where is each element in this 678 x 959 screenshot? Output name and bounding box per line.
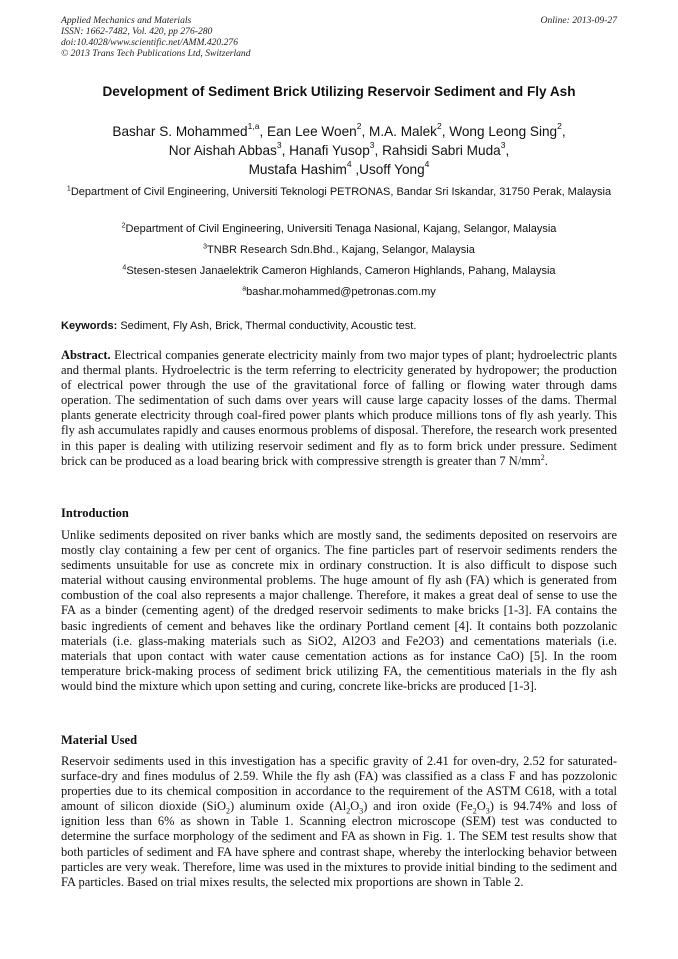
- affiliation-sup: a: [242, 285, 247, 293]
- affiliation: [60, 264, 618, 279]
- abstract-unit-sup: 2: [540, 452, 545, 462]
- subscript: 2: [472, 806, 477, 816]
- affiliation: [60, 222, 618, 237]
- affiliation-sup: 1: [66, 185, 71, 193]
- affiliation-text: TNBR Research Sdn.Bhd., Kajang, Selangor, Malaysia: [207, 244, 475, 256]
- author-list: Bashar S. Mohammed$^{1,a}$, Ean Lee Woen$^2$, M.A. Malek$^2$, Wong Leong Sing$^2$, Nor Aishah Abbas$^3$, Hanafi Yusop$^3$, Rahsidi Sabri Muda$^3$, Mustafa Hashim$^4$ ,Usoff Yong$^4$: [112, 121, 566, 177]
- material-text: ) is 94.74% and loss of ignition less than 6% as shown in Table 1. Scanning electron microscope (SEM) test was conducted to determine the surface morphology of the sediment and FA as shown in Fig. 1. The SEM test results show that both particles of sediment and FA have sphere and contrast shape, whereby the interlocking behavior between particles are very weak. Therefore, lime was used in the mixtures to provide initial binding to the sediment and FA particles. Based on trial mixes results, the selected mix proportions are shown in Table 2.: [61, 799, 617, 889]
- keywords: [61, 319, 617, 333]
- issn: ISSN: 1662-7482, Vol. 420, pp 276-280: [61, 26, 213, 37]
- author: Rahsidi Sabri Muda: [382, 143, 501, 158]
- material-text: ) and iron oxide (Fe: [363, 799, 473, 814]
- affiliation-sup: 4: [122, 264, 127, 272]
- journal-header: [61, 15, 617, 59]
- author-sup: 3: [276, 140, 282, 151]
- author-sup: 3: [369, 140, 375, 151]
- abstract-end: .: [544, 453, 548, 468]
- affiliation-sup: 3: [203, 243, 208, 251]
- subscript: 2: [346, 806, 351, 816]
- material-text: Reservoir sediments used in this investigation has a specific gravity of 2.41 for oven-dry, 2.52 for saturated-surface-dry and fines modulus of 2.59. While the fly ash (FA) was classified as a class F and has pozzolonic properties due to its chemical composition in accordance to the requirement of the ASTM C618, with a total amount of silicon dioxide (SiO: [61, 754, 617, 814]
- affiliation-text: Department of Civil Engineering, Universiti Tenaga Nasional, Kajang, Selangor, Malaysia: [125, 223, 557, 235]
- affiliation-text: Stesen-stesen Janaelektrik Cameron Highlands, Cameron Highlands, Pahang, Malaysia: [126, 265, 556, 277]
- doi[interactable]: doi:10.4028/www.scientific.net/AMM.420.276: [61, 37, 239, 48]
- keywords-label: Keywords:: [61, 320, 118, 332]
- author: Wong Leong Sing: [449, 124, 558, 139]
- author-sup: 4: [346, 159, 352, 170]
- abstract-text: Electrical companies generate electricity mainly from two major types of plant; hydroelectric plants and thermal plants. Hydroelectric is the term referring to electricity generated by hydropower; the production of electrical power through the use of the gravitational force of falling or flowing water through dams operation. The sedimentation of such dams over years will cause large capacity losses of the dams. Thermal plants generate electricity through coal-fired power plants which produce millions tons of fly ash yearly. This fly ash accumulates rapidly and causes enormous problems of disposal. Therefore, the research work presented in this paper is dealing with utilizing reservoir sediment and fly as to form brick under pressure. Sediment brick can be produced as a load bearing brick with compressive strength is greater than 7 N/mm: [61, 348, 618, 468]
- material-text: O: [350, 799, 360, 814]
- online-date: Online: 2013-09-27: [540, 15, 617, 26]
- abstract: [61, 348, 617, 469]
- affiliation-text: Department of Civil Engineering, Universiti Teknologi PETRONAS, Bandar Sri Iskandar, 31750 Perak, Malaysia: [70, 186, 612, 198]
- subscript: 3: [485, 806, 490, 816]
- author-sup: 1,a: [247, 121, 260, 132]
- material-paragraph: [61, 754, 617, 890]
- material-text: ) aluminum oxide (Al: [229, 799, 347, 814]
- affiliation-sup: 2: [121, 222, 126, 230]
- author: Bashar S. Mohammed: [112, 124, 248, 139]
- section-heading-introduction: Introduction: [61, 506, 129, 520]
- author: Hanafi Yusop: [289, 143, 370, 158]
- author-sup: 3: [500, 140, 506, 151]
- journal-name: Applied Mechanics and Materials: [61, 15, 192, 26]
- paper-title: Development of Sediment Brick Utilizing Reservoir Sediment and Fly Ash: [102, 84, 576, 99]
- author-sup: 2: [356, 121, 362, 132]
- author: Ean Lee Woen: [267, 124, 357, 139]
- subscript: 2: [225, 806, 230, 816]
- introduction-paragraph: Unlike sediments deposited on river banks which are mostly sand, the sediments deposited on reservoirs are mostly clay containing a few per cent of organics. The fine particles part of reservoir sediments renders the sediments unsuitable for use as concrete mix in ordinary construction. It is also difficult to dispose such material without causing environmental problems. The huge amount of fly ash (FA) which is generated from combustion of the coal also represents a major challenge. Therefore, it makes a great deal of sense to use the FA as a binder (cementing agent) of the dredged reservoir sediments to make bricks [1-3]. FA contains the basic ingredients of cement and behaves like the ordinary Portland cement [4]. It contains both pozzolanic materials (i.e. glass-making materials such as SiO2, Al2O3 and Fe2O3) and cementations materials (i.e. materials that upon contact with water cause cementation actions as for instance CaO) [5]. In the room temperature brick-making process of sediment brick utilizing FA, the cementitious materials in the fly ash would bind the mixture which upon setting and curing, concrete like-bricks are produced [1-3].: [61, 528, 617, 693]
- abstract-label: Abstract.: [61, 348, 111, 362]
- author-sup: 2: [436, 121, 442, 132]
- copyright: © 2013 Trans Tech Publications Ltd, Switzerland: [61, 48, 251, 59]
- author: M.A. Malek: [369, 124, 437, 139]
- email-link[interactable]: bashar.mohammed@petronas.com.my: [246, 286, 436, 298]
- keywords-text: Sediment, Fly Ash, Brick, Thermal conductivity, Acoustic test.: [120, 320, 417, 332]
- author: Usoff Yong: [359, 162, 425, 177]
- author-sup: 2: [557, 121, 562, 132]
- section-heading-material: Material Used: [61, 733, 138, 747]
- material-text: O: [476, 799, 486, 814]
- author-sup: 4: [424, 159, 430, 170]
- subscript: 3: [359, 806, 364, 816]
- affiliation: [60, 185, 618, 200]
- affiliation-email: [60, 285, 618, 300]
- affiliation: [60, 243, 618, 258]
- author: Nor Aishah Abbas: [168, 143, 277, 158]
- author: Mustafa Hashim: [248, 162, 347, 177]
